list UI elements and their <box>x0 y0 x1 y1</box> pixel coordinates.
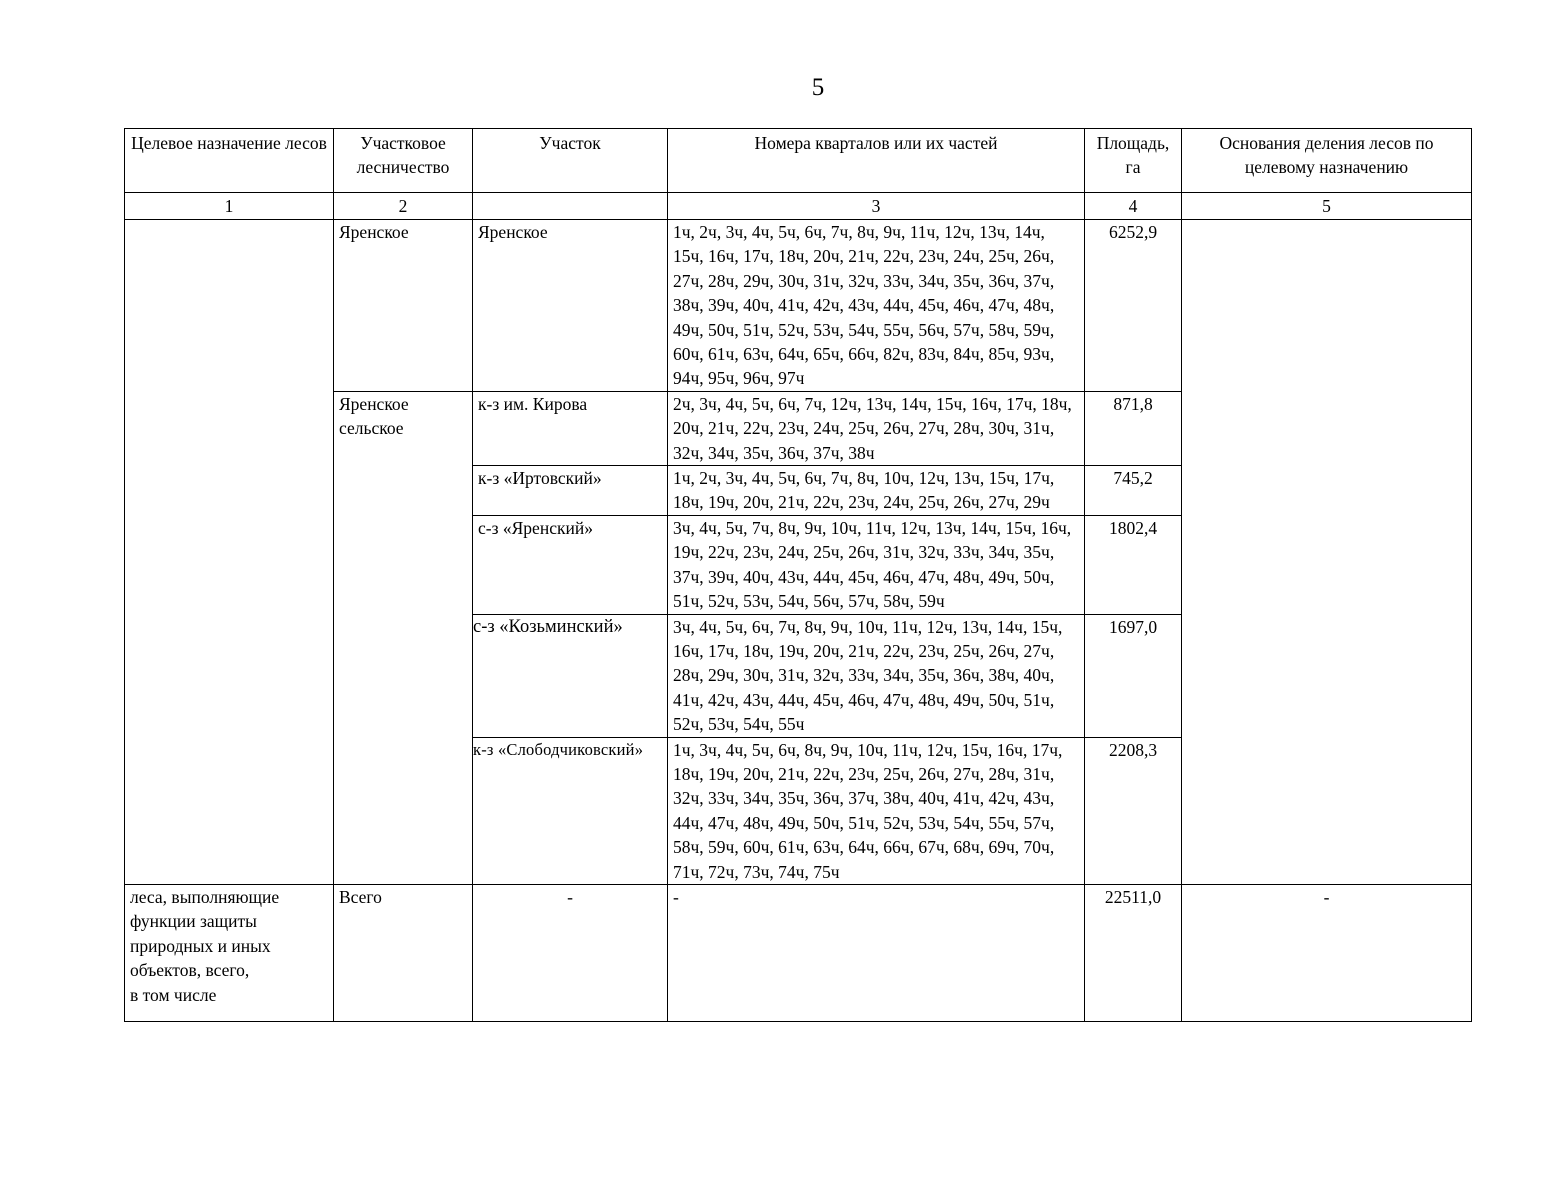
plot-cell: к-з «Слободчиковский» <box>473 737 668 884</box>
basis-cell-empty <box>1182 220 1472 885</box>
quarters-cell: - <box>668 884 1085 1021</box>
header-purpose: Целевое назначение лесов <box>125 129 334 193</box>
purpose-cell <box>125 884 334 1021</box>
area-cell: 22511,0 <box>1085 884 1182 1021</box>
area-cell: 2208,3 <box>1085 737 1182 884</box>
forestry-cell: Яренское сельское <box>334 391 473 884</box>
quarters-cell: 1ч, 2ч, 3ч, 4ч, 5ч, 6ч, 7ч, 8ч, 9ч, 11ч, 12ч, 13ч, 14ч, 15ч, 16ч, 17ч, 18ч, 20ч, 21ч, 22ч, 23ч, 24ч, 25ч, 26ч, 27ч, 28ч, 29ч, 30ч, 31ч, 32ч, 33ч, 34ч, 35ч, 36ч, 37ч, 38ч, 39ч, 40ч, 41ч, 42ч, 43ч, 44ч, 45ч, 46ч, 47ч, 48ч, 49ч, 50ч, 51ч, 52ч, 53ч, 54ч, 55ч, 56ч, 57ч, 58ч, 59ч, 60ч, 61ч, 63ч, 64ч, 65ч, 66ч, 82ч, 83ч, 84ч, 85ч, 93ч, 94ч, 95ч, 96ч, 97ч <box>668 220 1085 392</box>
header-quarters: Номера кварталов или их частей <box>668 129 1085 193</box>
purpose-line: природных и иных <box>130 935 271 956</box>
header-area: Площадь, га <box>1085 129 1182 193</box>
purpose-line: объектов, всего, <box>130 960 250 981</box>
forest-purpose-table <box>124 128 1472 1022</box>
column-number: 3 <box>668 193 1085 220</box>
plot-cell: с-з «Яренский» <box>473 515 668 614</box>
header-row <box>125 129 1472 193</box>
column-number: 1 <box>125 193 334 220</box>
forestry-cell: Всего <box>334 884 473 1021</box>
quarters-cell: 1ч, 2ч, 3ч, 4ч, 5ч, 6ч, 7ч, 8ч, 10ч, 12ч, 13ч, 15ч, 17ч, 18ч, 19ч, 20ч, 21ч, 22ч, 23ч, 24ч, 25ч, 26ч, 27ч, 29ч <box>668 466 1085 516</box>
column-number: 5 <box>1182 193 1472 220</box>
forestry-cell: Яренское <box>334 220 473 392</box>
plot-cell: к-з им. Кирова <box>473 391 668 465</box>
page-number: 5 <box>811 74 825 101</box>
area-cell: 871,8 <box>1085 391 1182 465</box>
header-basis: Основания деления лесов по целевому назначению <box>1182 129 1472 193</box>
basis-cell: - <box>1182 884 1472 1021</box>
quarters-cell: 1ч, 3ч, 4ч, 5ч, 6ч, 8ч, 9ч, 10ч, 11ч, 12ч, 15ч, 16ч, 17ч, 18ч, 19ч, 20ч, 21ч, 22ч, 23ч, 25ч, 26ч, 27ч, 28ч, 31ч, 32ч, 33ч, 34ч, 35ч, 36ч, 37ч, 38ч, 40ч, 41ч, 42ч, 43ч, 44ч, 47ч, 48ч, 49ч, 50ч, 51ч, 52ч, 53ч, 54ч, 55ч, 57ч, 58ч, 59ч, 60ч, 61ч, 63ч, 64ч, 66ч, 67ч, 68ч, 69ч, 70ч, 71ч, 72ч, 73ч, 74ч, 75ч <box>668 737 1085 884</box>
table-row <box>125 220 1472 392</box>
purpose-line: в том числе <box>130 984 217 1005</box>
quarters-cell: 3ч, 4ч, 5ч, 6ч, 7ч, 8ч, 9ч, 10ч, 11ч, 12ч, 13ч, 14ч, 15ч, 16ч, 17ч, 18ч, 19ч, 20ч, 21ч, 22ч, 23ч, 25ч, 26ч, 27ч, 28ч, 29ч, 30ч, 31ч, 32ч, 33ч, 34ч, 35ч, 36ч, 38ч, 40ч, 41ч, 42ч, 43ч, 44ч, 45ч, 46ч, 47ч, 48ч, 49ч, 50ч, 51ч, 52ч, 53ч, 54ч, 55ч <box>668 614 1085 737</box>
column-number-row <box>125 193 1472 220</box>
area-cell: 1802,4 <box>1085 515 1182 614</box>
purpose-cell-empty <box>125 220 334 885</box>
header-plot: Участок <box>473 129 668 193</box>
plot-cell: к-з «Иртовский» <box>473 466 668 516</box>
column-number: 2 <box>334 193 473 220</box>
area-cell: 745,2 <box>1085 466 1182 516</box>
plot-cell: - <box>473 884 668 1021</box>
quarters-cell: 3ч, 4ч, 5ч, 7ч, 8ч, 9ч, 10ч, 11ч, 12ч, 13ч, 14ч, 15ч, 16ч, 19ч, 22ч, 23ч, 24ч, 25ч, 26ч, 31ч, 32ч, 33ч, 34ч, 35ч, 37ч, 39ч, 40ч, 43ч, 44ч, 45ч, 46ч, 47ч, 48ч, 49ч, 50ч, 51ч, 52ч, 53ч, 54ч, 56ч, 57ч, 58ч, 59ч <box>668 515 1085 614</box>
header-district-forestry: Участковое лесничество <box>334 129 473 193</box>
quarters-cell: 2ч, 3ч, 4ч, 5ч, 6ч, 7ч, 12ч, 13ч, 14ч, 15ч, 16ч, 17ч, 18ч, 20ч, 21ч, 22ч, 23ч, 24ч, 25ч, 26ч, 27ч, 28ч, 30ч, 31ч, 32ч, 34ч, 35ч, 36ч, 37ч, 38ч <box>668 391 1085 465</box>
column-number: 4 <box>1085 193 1182 220</box>
plot-cell: Яренское <box>473 220 668 392</box>
area-cell: 6252,9 <box>1085 220 1182 392</box>
area-cell: 1697,0 <box>1085 614 1182 737</box>
purpose-line: функции защиты <box>130 911 257 932</box>
plot-cell: с-з «Козьминский» <box>473 614 668 737</box>
column-number-empty <box>473 193 668 220</box>
total-row <box>125 884 1472 1021</box>
purpose-line: леса, выполняющие <box>130 886 280 907</box>
